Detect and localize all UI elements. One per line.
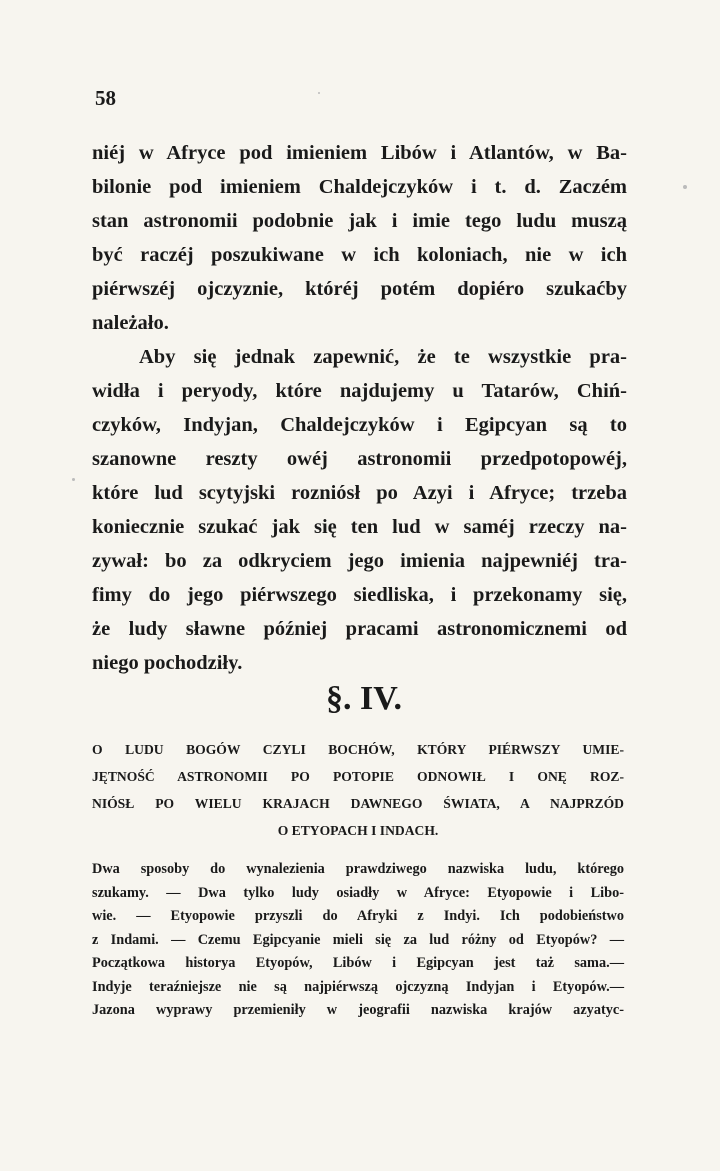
page-number: 58 xyxy=(95,86,116,110)
body-text xyxy=(92,136,627,680)
summary-line: Dwa sposoby do wynalezienia prawdziwego nazwiska ludu, którego xyxy=(92,861,624,877)
body-line: czyków, Indyjan, Chaldejczyków i Egipcyan są to xyxy=(92,414,627,436)
section-title-line: O ETYOPACH I INDACH. xyxy=(277,823,439,838)
section-title-line: O LUDU BOGÓW CZYLI BOCHÓW, KTÓRY PIÉRWSZY UMIE- xyxy=(92,742,624,757)
paper-speck xyxy=(683,185,687,189)
body-line: niéj w Afryce pod imieniem Libów i Atlantów, w Ba- xyxy=(92,142,627,164)
section-title-line: NIÓSŁ PO WIELU KRAJACH DAWNEGO ŚWIATA, A NAJPRZÓD xyxy=(92,796,624,811)
paper-speck xyxy=(72,478,75,481)
body-line: koniecznie szukać jak się ten lud w saméj rzeczy na- xyxy=(92,516,627,538)
body-line: które lud scytyjski rozniósł po Azyi i Afryce; trzeba xyxy=(92,482,627,504)
body-line: widła i peryody, które najdujemy u Tatarów, Chiń- xyxy=(92,380,627,402)
body-line: niego pochodziły. xyxy=(92,652,243,674)
body-line: bilonie pod imieniem Chaldejczyków i t. d. Zaczém xyxy=(92,176,627,198)
summary-line: Jazona wyprawy przemieniły w jeografii nazwiska krajów azyatyc- xyxy=(92,1002,624,1018)
section-summary xyxy=(92,858,624,1023)
section-title xyxy=(92,736,624,844)
section-heading: §. IV. xyxy=(326,680,402,717)
body-line: że ludy sławne później pracami astronomicznemi od xyxy=(92,618,627,640)
section-title-line: JĘTNOŚĆ ASTRONOMII PO POTOPIE ODNOWIŁ I ONĘ ROZ- xyxy=(92,769,624,784)
body-line: piérwszéj ojczyznie, któréj potém dopiéro szukaćby xyxy=(92,278,627,300)
body-line: Aby się jednak zapewnić, że te wszystkie pra- xyxy=(139,346,627,368)
body-line: fimy do jego piérwszego siedliska, i przekonamy się, xyxy=(92,584,627,606)
summary-line: z Indami. — Czemu Egipcyanie mieli się za lud różny od Etyopów? — xyxy=(92,931,624,948)
body-line: stan astronomii podobnie jak i imie tego ludu muszą xyxy=(92,210,627,232)
body-line: należało. xyxy=(92,312,169,334)
body-line: być raczéj poszukiwane w ich koloniach, nie w ich xyxy=(92,244,627,266)
summary-line: Początkowa historya Etyopów, Libów i Egipcyan jest taż sama.— xyxy=(92,955,624,971)
paper-speck xyxy=(318,92,320,94)
body-line: szanowne reszty owéj astronomii przedpotopowéj, xyxy=(92,448,627,470)
summary-line: szukamy. — Dwa tylko ludy osiadły w Afryce: Etyopowie i Libo- xyxy=(92,884,624,901)
summary-line: Indyje teraźniejsze nie są najpiérwszą ojczyzną Indyjan i Etyopów.— xyxy=(92,978,624,995)
body-line: zywał: bo za odkryciem jego imienia najpewniéj tra- xyxy=(92,550,627,572)
summary-line: wie. — Etyopowie przyszli do Afryki z Indyi. Ich podobieństwo xyxy=(92,908,624,924)
